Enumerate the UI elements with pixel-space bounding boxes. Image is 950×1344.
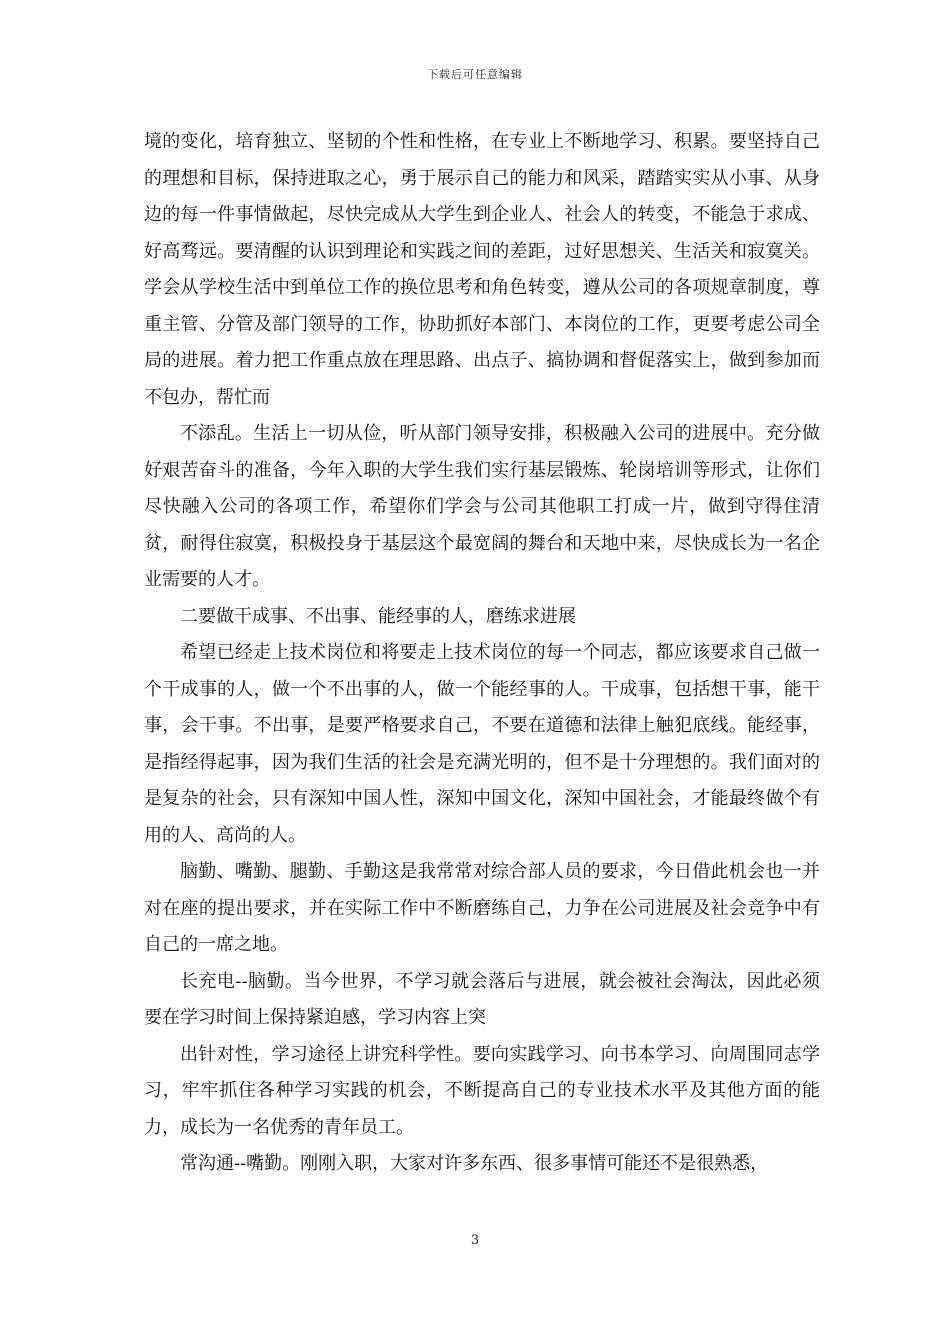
- paragraph-2: 不添乱。生活上一切从俭，听从部门领导安排，积极融入公司的进展中。充分做好艰苦奋斗的准备，今年入职的大学生我们实行基层锻炼、轮岗培训等形式，让你们尽快融入公司的各项工作，希望你们学会与公司其他职工打成一片，做到守得住清贫，耐得住寂寞，积极投身于基层这个最宽阔的舞台和天地中来，尽快成长为一名企业需要的人才。: [144, 423, 820, 590]
- paragraph-7: 常沟通--嘴勤。刚刚入职，大家对许多东西、很多事情可能还不是很熟悉，: [180, 1153, 769, 1174]
- paragraph-3: 希望已经走上技术岗位和将要走上技术岗位的每一个同志，都应该要求自己做一个干成事的人，做一个不出事的人，做一个能经事的人。干成事，包括想干事，能干事，会干事。不出事，是要严格要求自己，不要在道德和法律上触犯底线。能经事，是指经得起事，因为我们生活的社会是充满光明的，但不是十分理想的。我们面对的是复杂的社会，只有深知中国人性，深知中国文化，深知中国社会，才能最终做个有用的人、高尚的人。: [144, 642, 820, 846]
- section-heading: 二要做干成事、不出事、能经事的人，磨练求进展: [180, 605, 576, 627]
- paragraph-1: 境的变化，培育独立、坚韧的个性和性格，在专业上不断地学习、积累。要坚持自己的理想和目标，保持进取之心，勇于展示自己的能力和风采，踏踏实实从小事、从身边的每一件事情做起，尽快完成从大学生到企业人、社会人的转变，不能急于求成、好高骛远。要清醒的认识到理论和实践之间的差距，过好思想关、生活关和寂寞关。学会从学校生活中到单位工作的换位思考和角色转变，遵从公司的各项规章制度，尊重主管、分管及部门领导的工作，协助抓好本部门、本岗位的工作，更要考虑公司全局的进展。着力把工作重点放在理思路、出点子、搞协调和督促落实上，做到参加而不包办，帮忙而: [144, 131, 820, 408]
- paragraph-4: 脑勤、嘴勤、腿勤、手勤这是我常常对综合部人员的要求，今日借此机会也一并对在座的提出要求，并在实际工作中不断磨练自己，力争在公司进展及社会竞争中有自己的一席之地。: [144, 861, 820, 955]
- document-body: [144, 124, 820, 1183]
- paragraph-6: 出针对性，学习途径上讲究科学性。要向实践学习、向书本学习、向周围同志学习，牢牢抓住各种学习实践的机会，不断提高自己的专业技术水平及其他方面的能力，成长为一名优秀的青年员工。: [144, 1043, 820, 1138]
- paragraph-5: 长充电--脑勤。当今世界，不学习就会落后与进展，就会被社会淘汰，因此必须要在学习时间上保持紧迫感，学习内容上突: [144, 970, 820, 1028]
- page-header: 下载后可任意编辑: [427, 68, 523, 81]
- page-number: 3: [470, 1233, 480, 1248]
